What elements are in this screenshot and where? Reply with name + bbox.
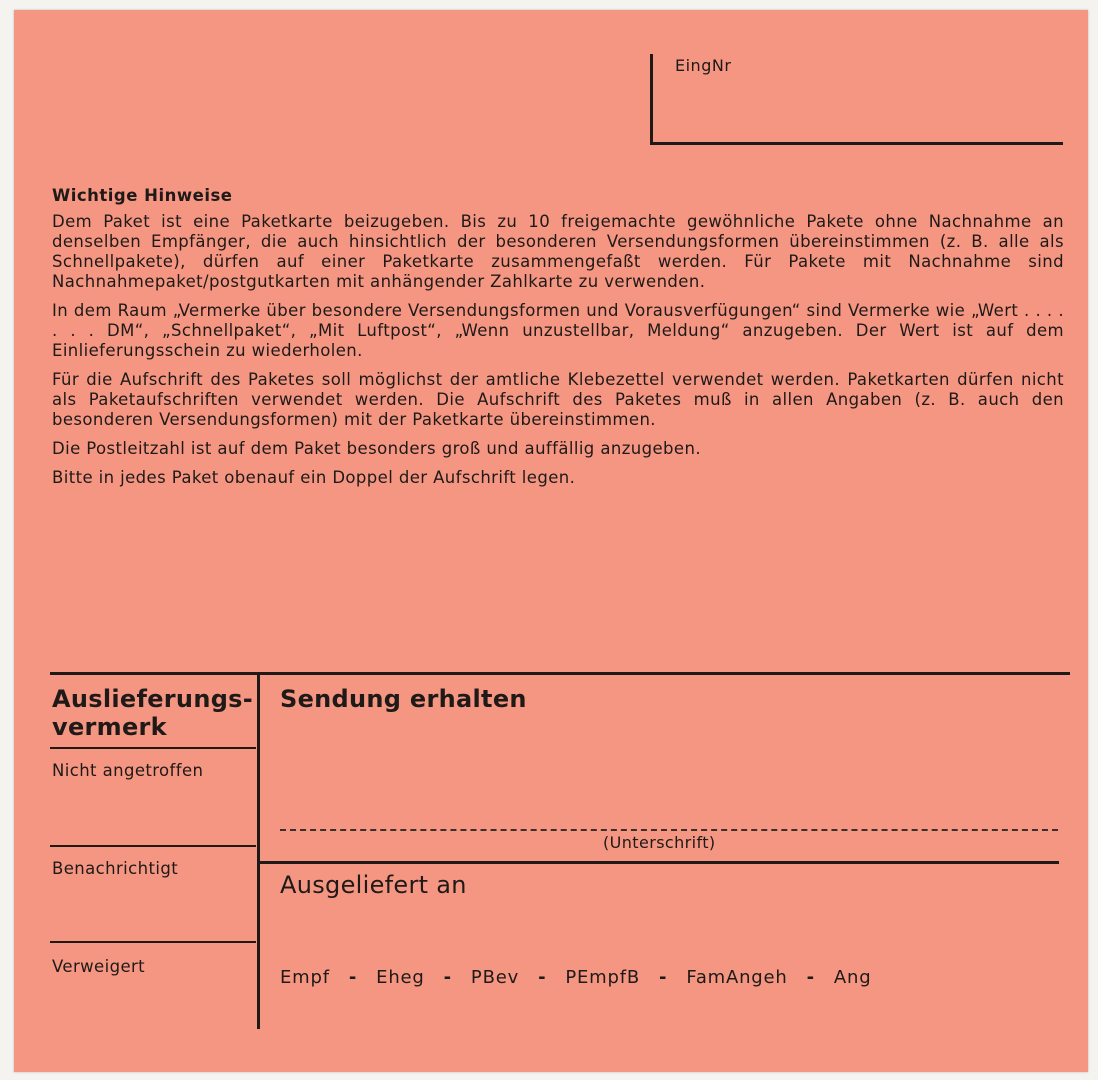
recipient-option[interactable]: Empf [280,967,330,988]
notes-paragraph-5: Bitte in jedes Paket obenauf ein Doppel der Aufschrift legen. [52,468,576,487]
notified-label: Benachrichtigt [52,859,179,878]
entry-number-label: EingNr [675,56,732,75]
recipient-option[interactable]: Ang [833,967,872,988]
separator: - [443,967,452,988]
signature-label: (Unterschrift) [603,833,716,852]
column-divider [257,675,260,1029]
notes-title: Wichtige Hinweise [52,186,233,205]
separator: - [806,967,815,988]
notes-paragraph-4: Die Postleitzahl ist auf dem Paket besonders groß und auffällig anzugeben. [52,439,701,458]
delivery-note-title-line1: Auslieferungs- [52,685,254,713]
received-title: Sendung erhalten [280,685,527,713]
divider [50,747,256,749]
delivery-form [50,672,1070,1035]
recipient-options [280,967,871,988]
not-found-label: Nicht angetroffen [52,761,204,780]
refused-label: Verweigert [52,957,146,976]
recipient-option[interactable]: FamAngeh [686,967,788,988]
notes-paragraph-2: In dem Raum „Vermerke über besondere Versendungsformen und Vorausverfügungen“ sind Vermerke wie „Wert . . . . . . . DM“, „Schnellpaket“, „Mit Luftpost“, „Wenn unzustellbar, Meldung“ anzugeben. Der Wert ist auf dem Einlieferungsschein zu wiederholen. [52,301,1064,360]
delivery-note-title [52,685,253,741]
delivered-to-title: Ausgeliefert an [280,871,467,899]
notes-paragraph-1: Dem Paket ist eine Paketkarte beizugeben. Bis zu 10 freigemachte gewöhnliche Pakete ohne Nachnahme an denselben Empfänger, die auch hinsichtlich der besonderen Versendungsformen übereinstimmen (z. B. alle als Schnellpakete), dürfen auf einer Paketkarte zusammengefaßt werden. Für Pakete mit Nachnahme sind Nachnahmepaket/postgutkarten mit anhängender Zahlkarte zu verwenden. [52,212,1064,291]
recipient-option[interactable]: PEmpfB [565,967,641,988]
separator: - [348,967,358,988]
divider [259,861,1059,864]
important-notes [52,186,1064,497]
separator: - [538,967,547,988]
notes-paragraph-3: Für die Aufschrift des Paketes soll möglichst der amtliche Klebezettel verwendet werden. Paketkarten dürfen nicht als Paketaufschriften verwendet werden. Die Aufschrift des Paketes muß in allen Angaben (z. B. auch den besonderen Versendungsformen) mit der Paketkarte übereinstimmen. [52,370,1064,429]
divider [50,845,256,847]
entry-number-box [650,54,1063,145]
signature-line[interactable] [280,829,1058,831]
divider [50,941,256,943]
recipient-option[interactable]: Eheg [376,967,425,988]
delivery-note-title-line2: vermerk [52,713,167,741]
recipient-option[interactable]: PBev [470,967,520,988]
parcel-card [14,10,1088,1072]
separator: - [659,967,668,988]
